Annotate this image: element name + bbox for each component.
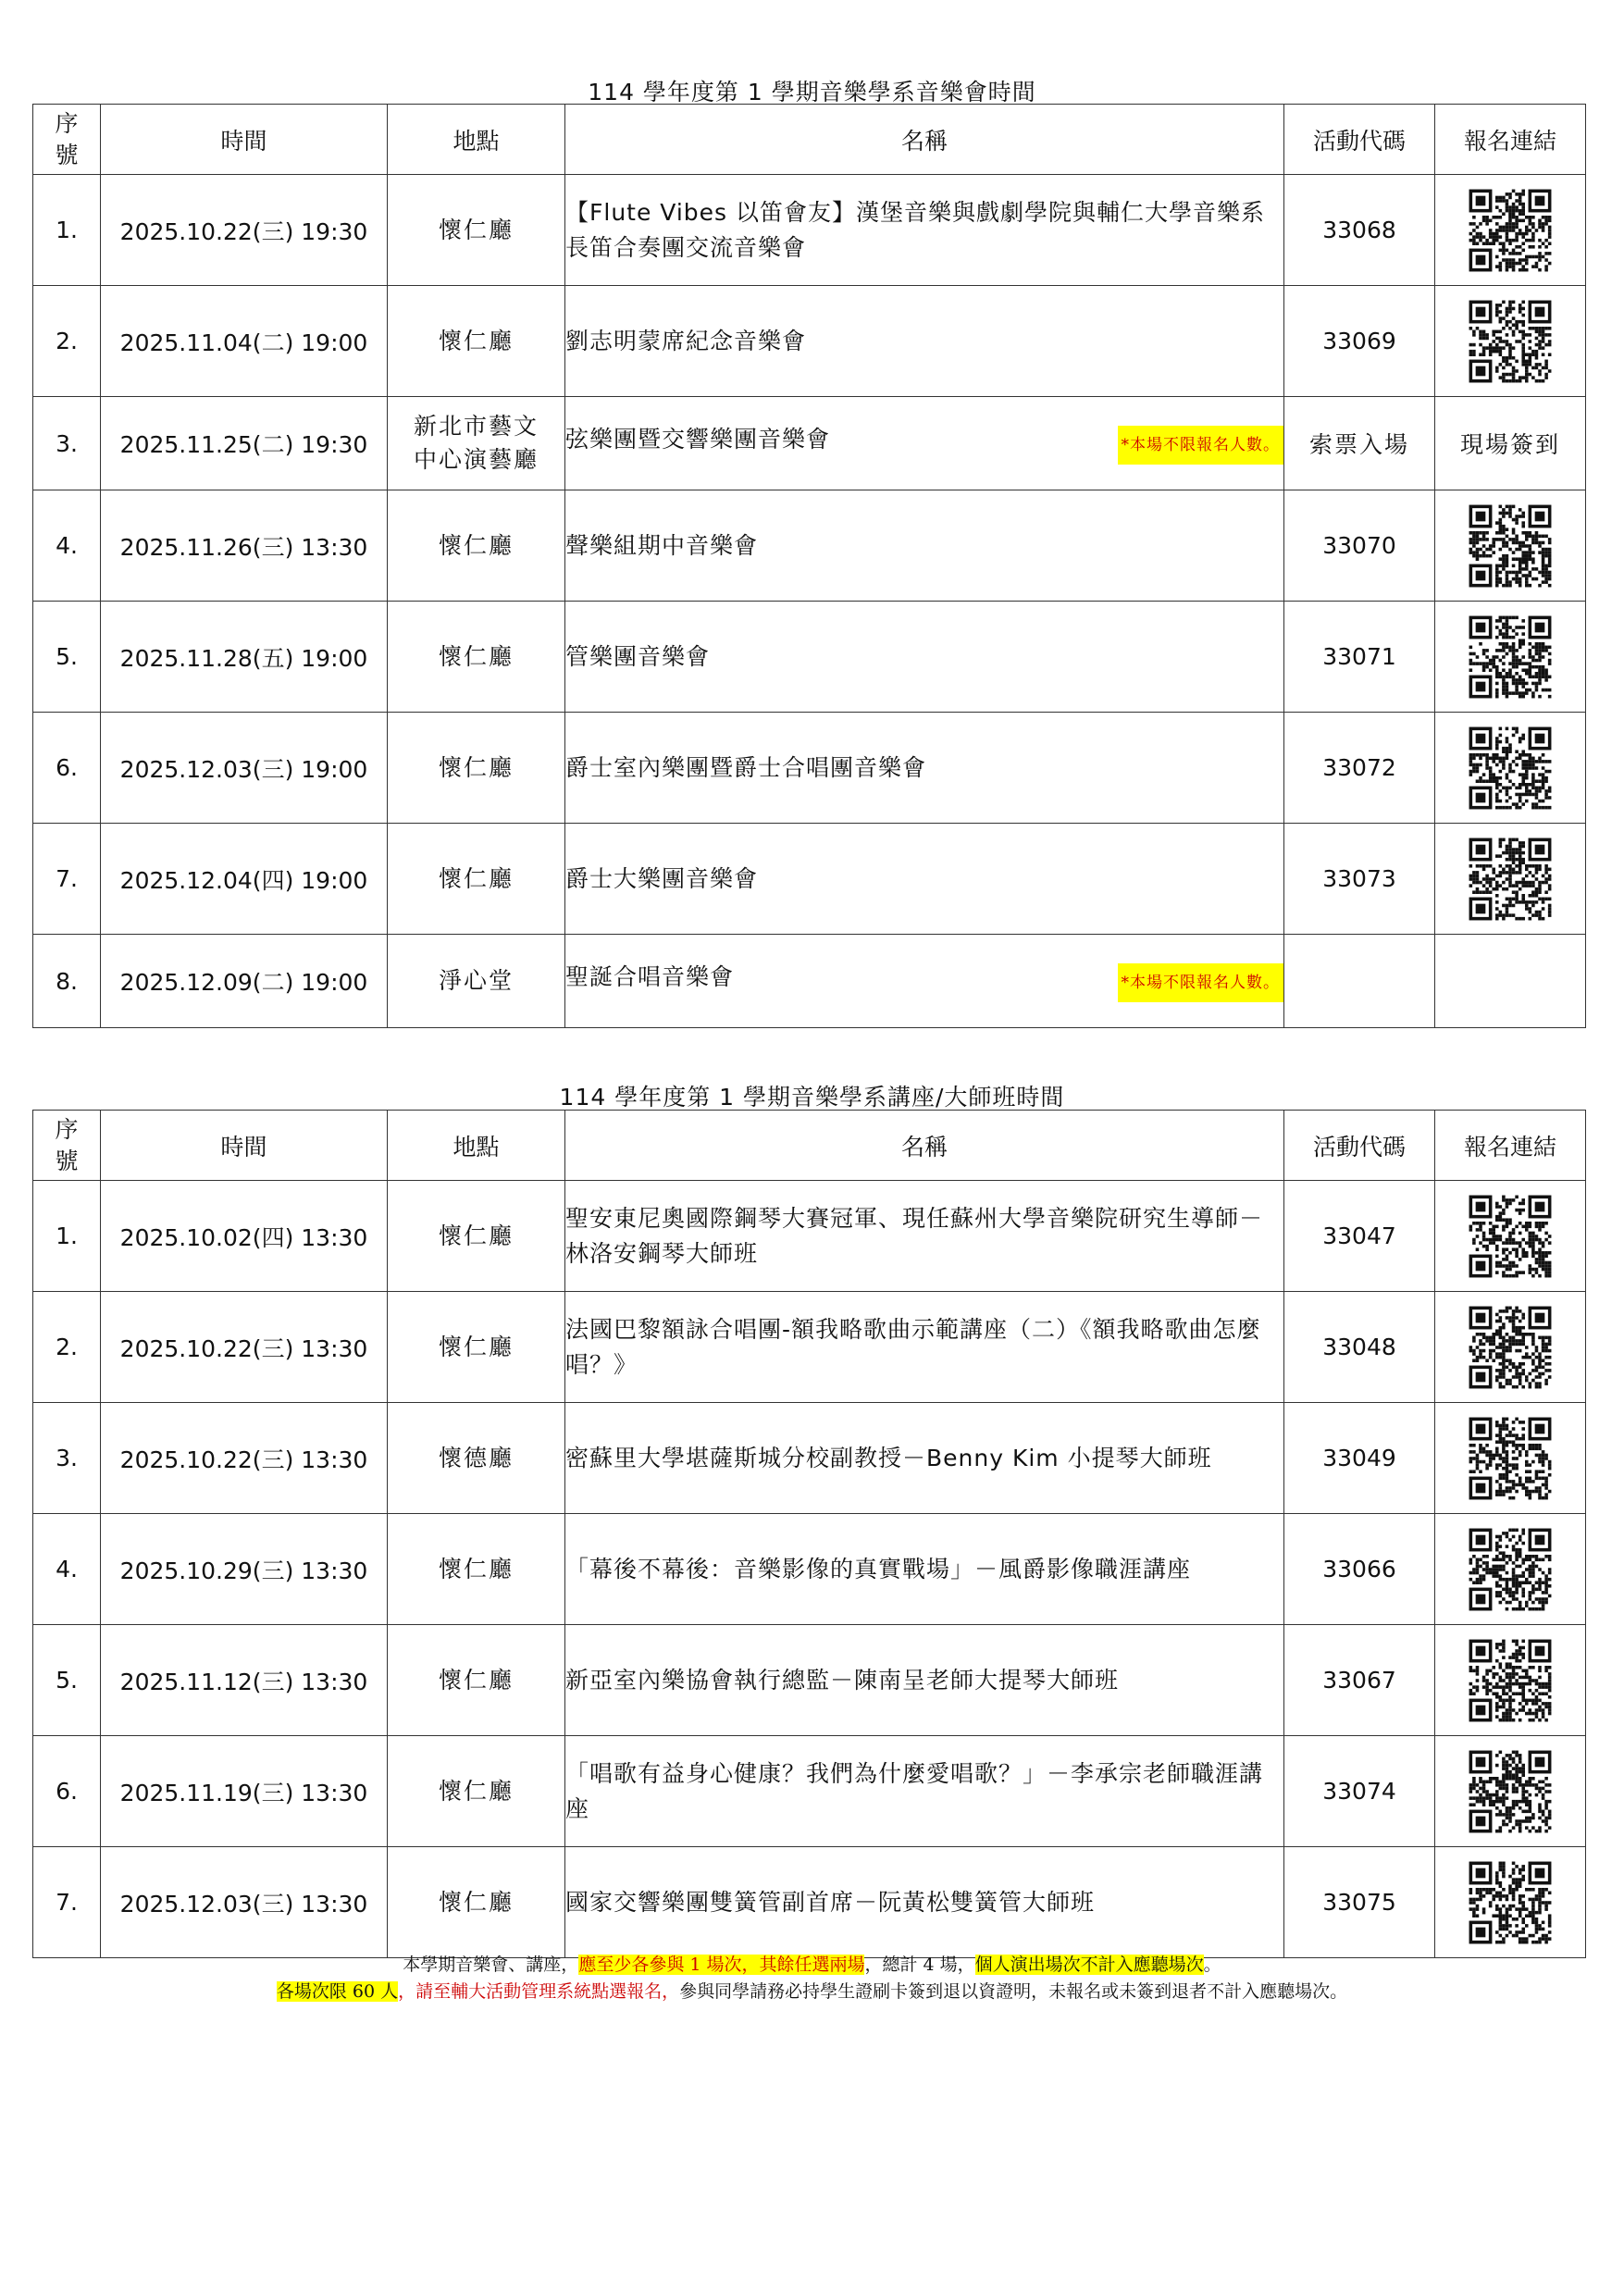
header-name: 名稱	[565, 1111, 1284, 1181]
row-number: 5.	[33, 602, 101, 713]
concert-table-title: 114 學年度第 1 學期音樂學系音樂會時間	[588, 79, 1036, 105]
event-time: 2025.10.22(三) 13:30	[101, 1292, 388, 1403]
event-place: 懷仁廳	[388, 1514, 565, 1625]
qr-code[interactable]	[1466, 297, 1555, 386]
event-time: 2025.11.28(五) 19:00	[101, 602, 388, 713]
signup-link-cell[interactable]	[1435, 1625, 1586, 1736]
event-place: 懷德廳	[388, 1403, 565, 1514]
qr-code[interactable]	[1466, 724, 1555, 813]
footer-highlight: 各場次限 60 人	[276, 1981, 399, 2002]
event-name-cell	[565, 1514, 1284, 1625]
event-code: 33070	[1284, 490, 1435, 602]
row-number: 6.	[33, 713, 101, 824]
event-time: 2025.12.04(四) 19:00	[101, 824, 388, 935]
qr-code[interactable]	[1466, 1303, 1555, 1392]
footer-note	[0, 1952, 1624, 2005]
lecture-table-title: 114 學年度第 1 學期音樂學系講座/大師班時間	[559, 1084, 1065, 1111]
signup-link-cell[interactable]	[1435, 1736, 1586, 1847]
event-time: 2025.10.22(三) 19:30	[101, 175, 388, 286]
event-name: 爵士室內樂團暨爵士合唱團音樂會	[565, 753, 927, 781]
row-number: 4.	[33, 1514, 101, 1625]
event-time: 2025.10.22(三) 13:30	[101, 1403, 388, 1514]
event-place: 懷仁廳	[388, 286, 565, 397]
footer-highlight: 應至少各參與 1 場次，其餘任選兩場	[578, 1955, 865, 1975]
event-code: 索票入場	[1284, 397, 1435, 490]
event-name-cell	[565, 1403, 1284, 1514]
signup-link-cell	[1435, 397, 1586, 490]
footer-text: 本學期音樂會、講座，	[403, 1955, 579, 1975]
footer-line-2	[0, 1979, 1624, 2005]
event-name-cell	[565, 1625, 1284, 1736]
event-place: 新北市藝文中心演藝廳	[388, 397, 565, 490]
signup-link-cell[interactable]	[1435, 175, 1586, 286]
event-name: 聲樂組期中音樂會	[565, 531, 759, 559]
header-link: 報名連結	[1435, 105, 1586, 175]
qr-code[interactable]	[1466, 613, 1555, 701]
table-row	[33, 1847, 1586, 1958]
event-code: 33068	[1284, 175, 1435, 286]
event-code: 33075	[1284, 1847, 1435, 1958]
event-name-cell	[565, 713, 1284, 824]
event-name-cell	[565, 1181, 1284, 1292]
event-code	[1284, 935, 1435, 1028]
event-name-cell	[565, 286, 1284, 397]
footer-line-1	[0, 1952, 1624, 1979]
event-name: 「唱歌有益身心健康？我們為什麼愛唱歌？」－李承宗老師職涯講座	[565, 1759, 1264, 1822]
event-name: 「幕後不幕後：音樂影像的真實戰場」－風爵影像職涯講座	[565, 1555, 1192, 1582]
event-name: 劉志明蒙席紀念音樂會	[565, 327, 807, 354]
signup-link-cell[interactable]	[1435, 286, 1586, 397]
event-code: 33066	[1284, 1514, 1435, 1625]
event-name: 弦樂團暨交響樂團音樂會	[565, 426, 831, 453]
event-name-cell	[565, 1292, 1284, 1403]
concert-table	[32, 104, 1586, 1028]
event-place: 懷仁廳	[388, 1181, 565, 1292]
event-name: 聖安東尼奧國際鋼琴大賽冠軍、現任蘇州大學音樂院研究生導師－林洛安鋼琴大師班	[565, 1204, 1264, 1267]
qr-code[interactable]	[1466, 186, 1555, 275]
event-place: 懷仁廳	[388, 713, 565, 824]
row-number: 3.	[33, 397, 101, 490]
event-time: 2025.11.19(三) 13:30	[101, 1736, 388, 1847]
qr-code[interactable]	[1466, 1525, 1555, 1614]
signup-link-cell[interactable]	[1435, 1403, 1586, 1514]
event-name-cell	[565, 1736, 1284, 1847]
event-code: 33049	[1284, 1403, 1435, 1514]
header-code: 活動代碼	[1284, 1111, 1435, 1181]
table-row	[33, 1181, 1586, 1292]
event-name-cell	[565, 490, 1284, 602]
event-time: 2025.12.03(三) 13:30	[101, 1847, 388, 1958]
unlimited-note-badge: *本場不限報名人數。	[1118, 963, 1284, 1002]
header-place: 地點	[388, 1111, 565, 1181]
event-place: 懷仁廳	[388, 1847, 565, 1958]
qr-code[interactable]	[1466, 1636, 1555, 1725]
event-code: 33067	[1284, 1625, 1435, 1736]
event-code: 33047	[1284, 1181, 1435, 1292]
event-name: 爵士大樂團音樂會	[565, 864, 759, 892]
signup-link-cell[interactable]	[1435, 1847, 1586, 1958]
row-number: 7.	[33, 824, 101, 935]
table-row	[33, 175, 1586, 286]
event-name: 國家交響樂團雙簧管副首席－阮黃松雙簧管大師班	[565, 1888, 1096, 1916]
event-time: 2025.12.09(二) 19:00	[101, 935, 388, 1028]
table-row	[33, 824, 1586, 935]
event-time: 2025.11.26(三) 13:30	[101, 490, 388, 602]
event-place: 懷仁廳	[388, 602, 565, 713]
header-no: 序號	[33, 105, 101, 175]
qr-code[interactable]	[1466, 1858, 1555, 1947]
event-place: 懷仁廳	[388, 1292, 565, 1403]
event-place: 懷仁廳	[388, 175, 565, 286]
signup-link-cell	[1435, 935, 1586, 1028]
header-code: 活動代碼	[1284, 105, 1435, 175]
event-time: 2025.11.04(二) 19:00	[101, 286, 388, 397]
header-link: 報名連結	[1435, 1111, 1586, 1181]
event-place: 淨心堂	[388, 935, 565, 1028]
event-name-cell	[565, 1847, 1284, 1958]
event-time: 2025.12.03(三) 19:00	[101, 713, 388, 824]
table-row	[33, 1625, 1586, 1736]
row-number: 1.	[33, 175, 101, 286]
row-number: 7.	[33, 1847, 101, 1958]
row-number: 8.	[33, 935, 101, 1028]
footer-red-text: ，請至輔大活動管理系統點選報名，	[398, 1981, 680, 2002]
event-name: 【Flute Vibes 以笛會友】漢堡音樂與戲劇學院與輔仁大學音樂系長笛合奏團交流音樂會	[565, 198, 1266, 261]
event-time: 2025.10.02(四) 13:30	[101, 1181, 388, 1292]
signup-link-cell[interactable]	[1435, 824, 1586, 935]
event-name: 新亞室內樂協會執行總監－陳南呈老師大提琴大師班	[565, 1666, 1120, 1694]
row-number: 2.	[33, 1292, 101, 1403]
event-name-cell	[565, 935, 1284, 1028]
row-number: 6.	[33, 1736, 101, 1847]
header-place: 地點	[388, 105, 565, 175]
event-name-cell	[565, 175, 1284, 286]
table-row	[33, 1403, 1586, 1514]
footer-text: 參與同學請務必持學生證刷卡簽到退以資證明，未報名或未簽到退者不計入應聽場次。	[679, 1981, 1348, 2002]
event-place: 懷仁廳	[388, 1625, 565, 1736]
row-number: 5.	[33, 1625, 101, 1736]
header-name: 名稱	[565, 105, 1284, 175]
row-number: 1.	[33, 1181, 101, 1292]
event-name: 聖誕合唱音樂會	[565, 963, 735, 990]
signup-link-cell[interactable]	[1435, 1514, 1586, 1625]
event-code: 33072	[1284, 713, 1435, 824]
concert-header-row	[33, 105, 1586, 175]
event-place: 懷仁廳	[388, 490, 565, 602]
event-name: 法國巴黎額詠合唱團-額我略歌曲示範講座（二）《額我略歌曲怎麼唱？》	[565, 1315, 1261, 1378]
event-code: 33071	[1284, 602, 1435, 713]
table-row	[33, 1736, 1586, 1847]
event-name: 密蘇里大學堪薩斯城分校副教授－Benny Kim 小提琴大師班	[565, 1444, 1212, 1471]
row-number: 3.	[33, 1403, 101, 1514]
table-row	[33, 935, 1586, 1028]
table-row	[33, 397, 1586, 490]
event-name-cell	[565, 602, 1284, 713]
qr-code[interactable]	[1466, 835, 1555, 924]
qr-code[interactable]	[1466, 1747, 1555, 1836]
event-time: 2025.11.25(二) 19:30	[101, 397, 388, 490]
event-code: 33074	[1284, 1736, 1435, 1847]
event-time: 2025.10.29(三) 13:30	[101, 1514, 388, 1625]
lecture-table	[32, 1110, 1586, 1958]
footer-highlight: 個人演出場次不計入應聽場次	[974, 1955, 1204, 1975]
row-number: 4.	[33, 490, 101, 602]
signup-text: 現場簽到	[1459, 431, 1560, 458]
event-name-cell	[565, 824, 1284, 935]
event-place: 懷仁廳	[388, 1736, 565, 1847]
signup-link-cell[interactable]	[1435, 1181, 1586, 1292]
signup-link-cell[interactable]	[1435, 490, 1586, 602]
signup-link-cell[interactable]	[1435, 1292, 1586, 1403]
qr-code[interactable]	[1466, 1414, 1555, 1503]
lecture-header-row	[33, 1111, 1586, 1181]
unlimited-note-badge: *本場不限報名人數。	[1118, 426, 1284, 465]
event-code: 33069	[1284, 286, 1435, 397]
header-no: 序號	[33, 1111, 101, 1181]
header-time: 時間	[101, 105, 388, 175]
event-code: 33048	[1284, 1292, 1435, 1403]
signup-link-cell[interactable]	[1435, 713, 1586, 824]
table-row	[33, 1292, 1586, 1403]
table-row	[33, 602, 1586, 713]
event-name: 管樂團音樂會	[565, 642, 711, 670]
signup-link-cell[interactable]	[1435, 602, 1586, 713]
header-time: 時間	[101, 1111, 388, 1181]
event-place: 懷仁廳	[388, 824, 565, 935]
row-number: 2.	[33, 286, 101, 397]
footer-text: 。	[1203, 1955, 1221, 1975]
event-code: 33073	[1284, 824, 1435, 935]
table-row	[33, 490, 1586, 602]
table-row	[33, 1514, 1586, 1625]
qr-code[interactable]	[1466, 1192, 1555, 1281]
table-row	[33, 286, 1586, 397]
table-row	[33, 713, 1586, 824]
qr-code[interactable]	[1466, 502, 1555, 590]
footer-text: ，總計 4 場，	[864, 1955, 975, 1975]
event-time: 2025.11.12(三) 13:30	[101, 1625, 388, 1736]
event-name-cell	[565, 397, 1284, 490]
